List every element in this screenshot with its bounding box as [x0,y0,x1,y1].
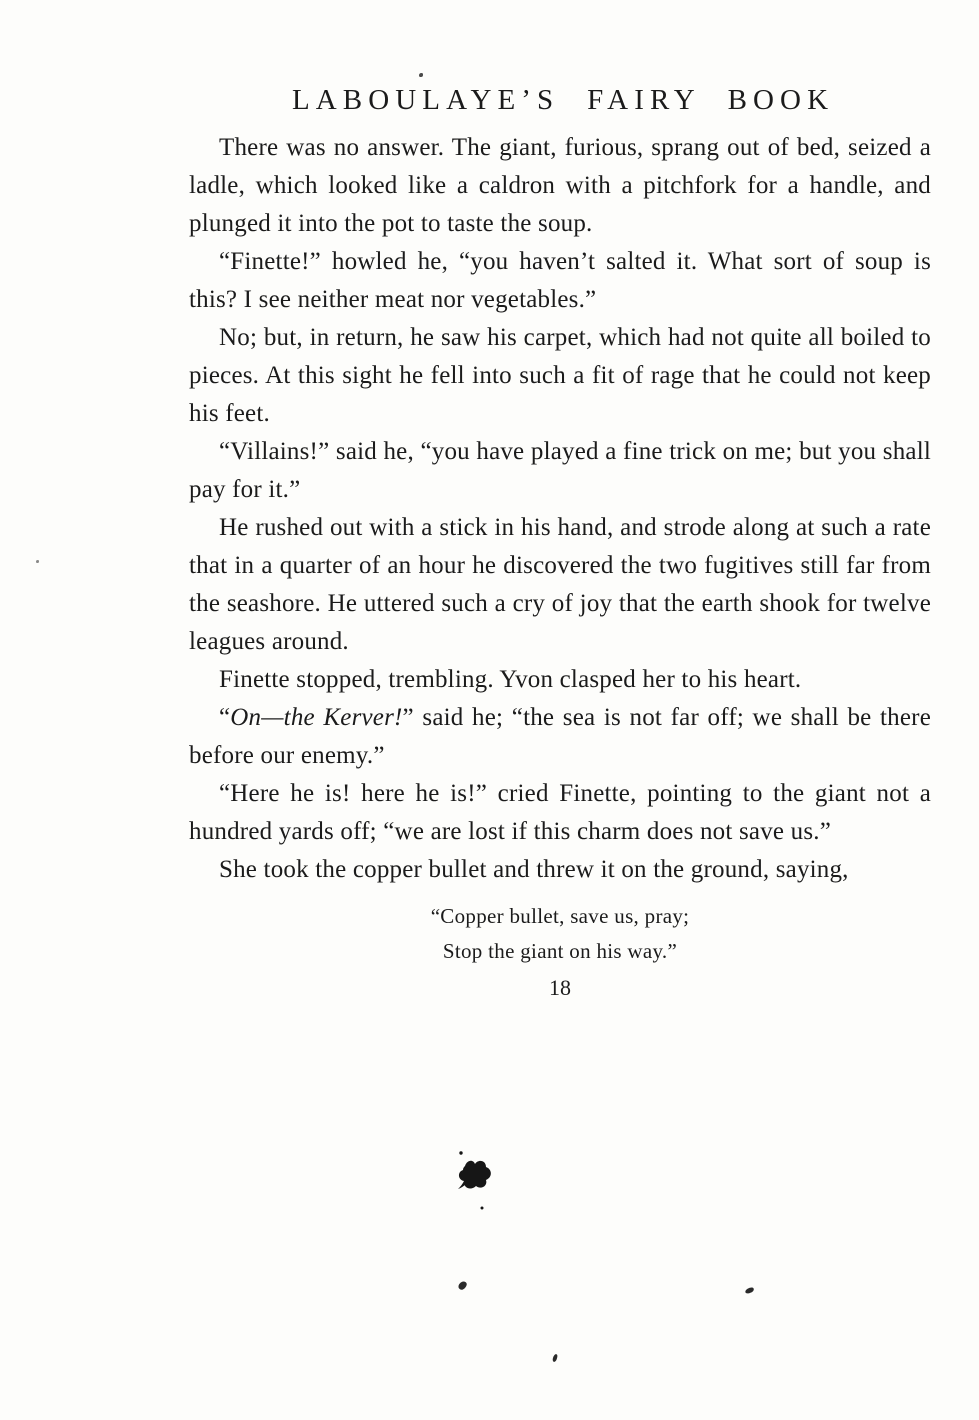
verse [189,899,931,969]
paragraph: “Here he is! here he is!” cried Finette, pointing to the giant not a hundred yards off; “we are lost if this charm does not save us.” [189,780,931,845]
paragraph: She took the copper bullet and threw it on the ground, saying, [219,856,849,883]
paragraph-text: ” said he; “the sea is not far off; we shall be there before our enemy.” [189,704,931,769]
paragraph: No; but, in return, he saw his carpet, which had not quite all boiled to pieces. At this sight he fell into such a fit of rage that he could not keep his feet. [189,324,931,427]
paragraph [189,699,931,775]
body-text [189,129,931,889]
paragraph: He rushed out with a stick in his hand, and strode along at such a rate that in a quarter of an hour he discovered the two fugitives still far from the seashore. He uttered such a cry of joy that the earth shook for twelve leagues around. [189,514,931,655]
ink-speck [744,1287,754,1295]
ink-speck [419,73,423,77]
paragraph: Finette stopped, trembling. Yvon clasped her to his heart. [219,666,802,693]
ink-speck [36,560,39,563]
ink-speck [552,1354,558,1363]
italic-phrase: On—the Kerver! [230,704,403,731]
paragraph: “Finette!” howled he, “you haven’t salted it. What sort of soup is this? I see neither meat nor vegetables.” [189,248,931,313]
ink-blot-icon [452,1146,498,1216]
verse-line: Stop the giant on his way.” [442,939,678,963]
text-column [189,84,931,1001]
page-title: LABOULAYE’S FAIRY BOOK [291,84,835,116]
paragraph: “Villains!” said he, “you have played a fine trick on me; but you shall pay for it.” [189,438,931,503]
ink-speck [457,1280,468,1291]
page-number: 18 [549,975,571,1000]
verse-line: “Copper bullet, save us, pray; [430,904,690,928]
running-head [189,84,931,117]
quote-mark: “ [219,704,231,731]
paragraph: There was no answer. The giant, furious, sprang out of bed, seized a ladle, which looked like a caldron with a pitchfork for a handle, and plunged it into the pot to taste the soup. [189,134,931,237]
